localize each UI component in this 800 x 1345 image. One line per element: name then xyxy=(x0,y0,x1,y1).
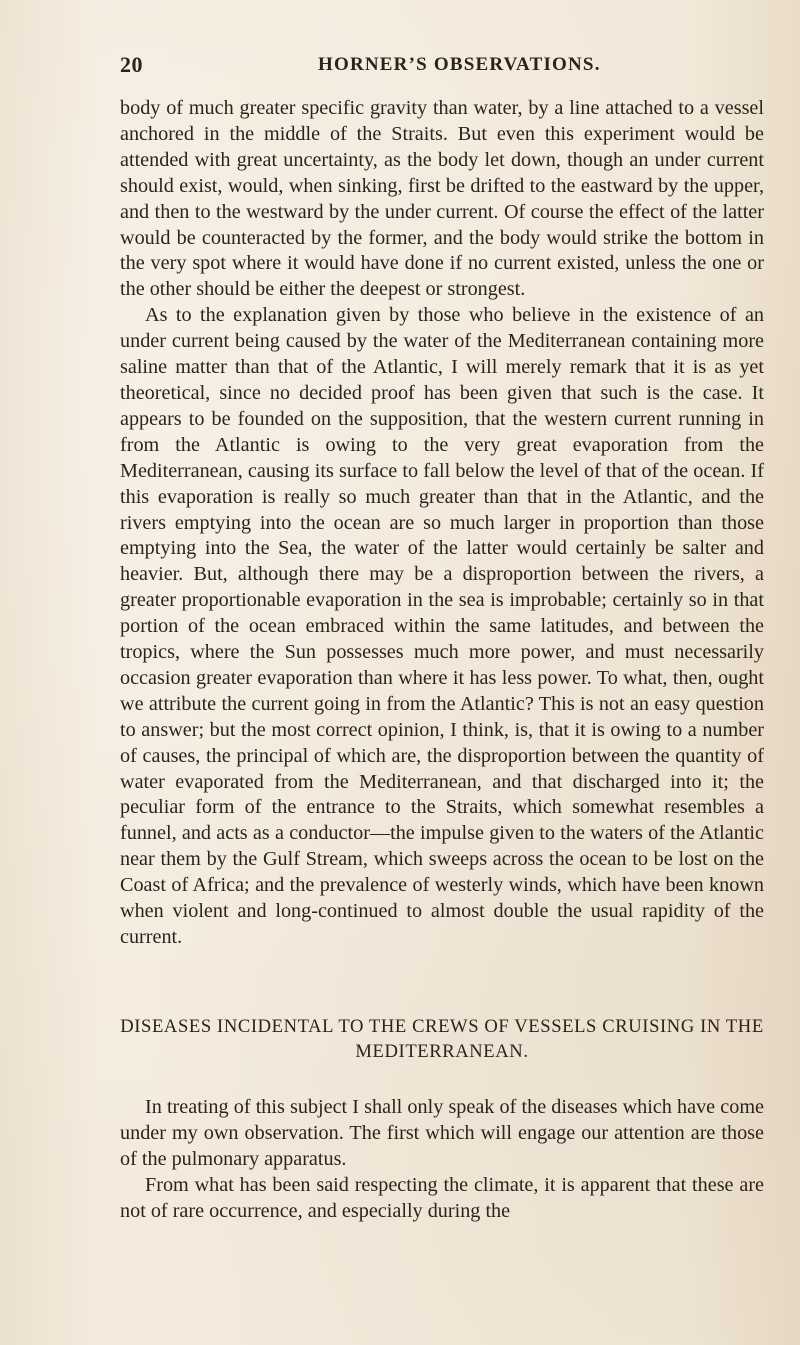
section-paragraph-climate: From what has been said respecting the climate, it is apparent that these are not of rare occurrence, and especially during the xyxy=(120,1174,764,1222)
paragraph-under-current: As to the explanation given by those who believe in the existence of an under current being caused by the water of the Mediterranean containing more saline matter than that of the Atlantic, I will merely remark that it is as yet theoretical, since no decided proof has been given that such is the case. It appears to be founded on the supposition, that the western current running in from the Atlantic is owing to the very great evaporation from the Mediterranean, causing its surface to fall below the level of that of the ocean. If this evaporation is really so much greater than that in the Atlantic, and the rivers emptying into the ocean are so much larger in proportion than those emptying into the Sea, the water of the latter would certainly be salter and heavier. But, although there may be a disproportion between the rivers, a greater proportionable evaporation in the sea is improbable; certainly so in that portion of the ocean embraced within the same latitudes, and between the tropics, where the Sun possesses much more power, and must necessarily occasion greater evaporation than where it has less power. To what, then, ought we attribute the current going in from the Atlantic? This is not an easy question to answer; but the most correct opinion, I think, is, that it is owing to a number of causes, the principal of which are, the disproportion between the quantity of water evaporated from the Mediterranean, and that discharged into it; the peculiar form of the entrance to the Straits, which somewhat resembles a funnel, and acts as a conductor—the impulse given to the waters of the Atlantic near them by the Gulf Stream, which sweeps across the ocean to be lost on the Coast of Africa; and the prevalence of westerly winds, which have been known when violent and long-continued to almost double the usual rapidity of the current. xyxy=(120,304,764,948)
paragraph-continuation: body of much greater specific gravity than water, by a line attached to a vessel anchored in the middle of the Straits. But even this experiment would be attended with great uncertainty, as the body let down, though an under current should exist, would, when sinking, first be drifted to the eastward by the upper, and then to the westward by the under current. Of course the effect of the latter would be counteracted by the former, and the body would strike the bottom in the very spot where it would have done if no current existed, unless the one or the other should be either the deepest or strongest. xyxy=(120,97,764,301)
body-text xyxy=(120,96,764,951)
page-header xyxy=(120,52,764,82)
section-text xyxy=(120,1094,764,1224)
section-heading: DISEASES INCIDENTAL TO THE CREWS OF VESSELS CRUISING IN THE MEDITERRANEAN. xyxy=(120,1016,764,1062)
running-head: HORNER’S OBSERVATIONS. xyxy=(318,54,601,75)
page-number: 20 xyxy=(120,52,143,77)
section-paragraph-intro: In treating of this subject I shall only speak of the diseases which have come under my own observation. The first which will engage our attention are those of the pulmonary apparatus. xyxy=(120,1096,764,1170)
